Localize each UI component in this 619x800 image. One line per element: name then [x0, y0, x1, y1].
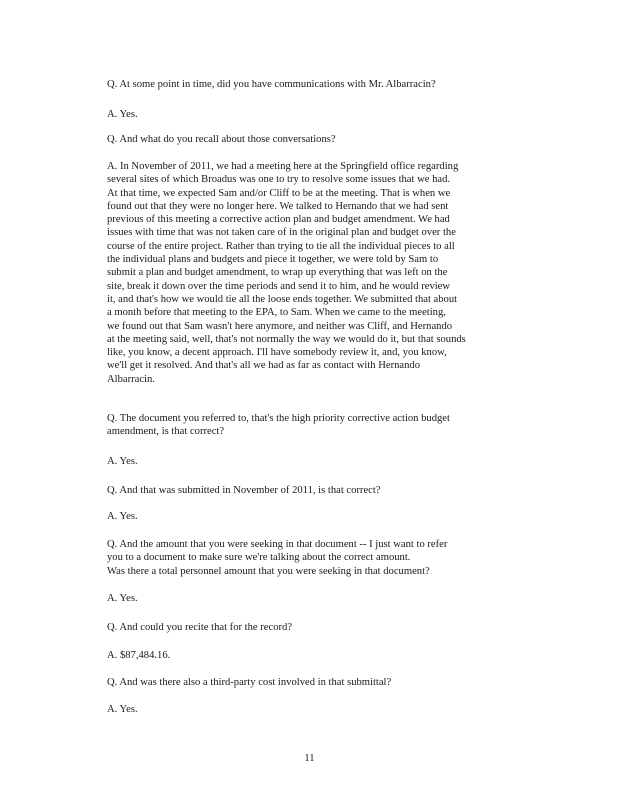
answer-line: we'll get it resolved. And that's all we had as far as contact with Hernando — [107, 360, 421, 372]
question-communications: Q. At some point in time, did you have communications with Mr. Albarracin? — [107, 79, 436, 90]
answer-line: course of the entire project. Rather than trying to tie all the individual pieces to all — [107, 240, 455, 252]
answer-yes-3: A. Yes. — [107, 511, 138, 522]
question-line: you to a document to make sure we're talking about the correct amount. — [107, 552, 411, 564]
answer-yes-5: A. Yes. — [107, 704, 138, 715]
answer-line: at the meeting said, well, that's not normally the way we would do it, but that sounds — [107, 333, 466, 345]
question-amount-sought — [107, 538, 447, 578]
answer-line: submit a plan and budget amendment, to wrap up everything that was left on the — [107, 267, 448, 279]
answer-line: issues with time that was not taken care of in the original plan and budget over the — [107, 227, 456, 239]
page-number: 11 — [304, 753, 315, 764]
answer-meeting-account — [107, 160, 466, 386]
answer-line: Albarracin. — [107, 373, 155, 385]
question-line: Q. The document you referred to, that's the high priority corrective action budget — [107, 413, 450, 424]
answer-line: several sites of which Broadus was one to try to resolve some issues that we had. — [107, 174, 451, 186]
question-line: amendment, is that correct? — [107, 426, 225, 438]
answer-line: it, and that's how we would tie all the loose ends together. We submitted that about — [107, 293, 458, 305]
answer-line: previous of this meeting a corrective action plan and budget amendment. We had — [107, 214, 450, 226]
answer-line: the individual plans and budgets and piece it together, we were told by Sam to — [107, 254, 439, 266]
question-recall-conversations: Q. And what do you recall about those conversations? — [107, 134, 336, 145]
answer-line: we found out that Sam wasn't here anymore, and neither was Cliff, and Hernando — [107, 320, 453, 332]
answer-yes-2: A. Yes. — [107, 456, 138, 467]
question-document-referred — [107, 412, 450, 439]
answer-amount: A. $87,484.16. — [107, 650, 171, 661]
answer-yes-1: A. Yes. — [107, 109, 138, 120]
question-submitted-november: Q. And that was submitted in November of 2011, is that correct? — [107, 485, 381, 496]
answer-line: a month before that meeting to the EPA, to Sam. When we came to the meeting, — [107, 307, 446, 319]
question-recite-record: Q. And could you recite that for the record? — [107, 622, 293, 633]
answer-line: site, break it down over the time periods and send it to him, and he would review — [107, 280, 451, 292]
answer-line: like, you know, a decent approach. I'll have somebody review it, and, you know, — [107, 347, 447, 359]
question-third-party-cost: Q. And was there also a third-party cost involved in that submittal? — [107, 677, 392, 688]
answer-line: found out that they were no longer here. We talked to Hernando that we had sent — [107, 200, 449, 212]
question-line: Was there a total personnel amount that you were seeking in that document? — [107, 565, 430, 577]
answer-line: At that time, we expected Sam and/or Cliff to be at the meeting. That is when we — [107, 187, 451, 199]
answer-line: A. In November of 2011, we had a meeting here at the Springfield office regarding — [107, 161, 459, 172]
answer-yes-4: A. Yes. — [107, 593, 138, 604]
question-line: Q. And the amount that you were seeking in that document -- I just want to refer — [107, 539, 448, 550]
